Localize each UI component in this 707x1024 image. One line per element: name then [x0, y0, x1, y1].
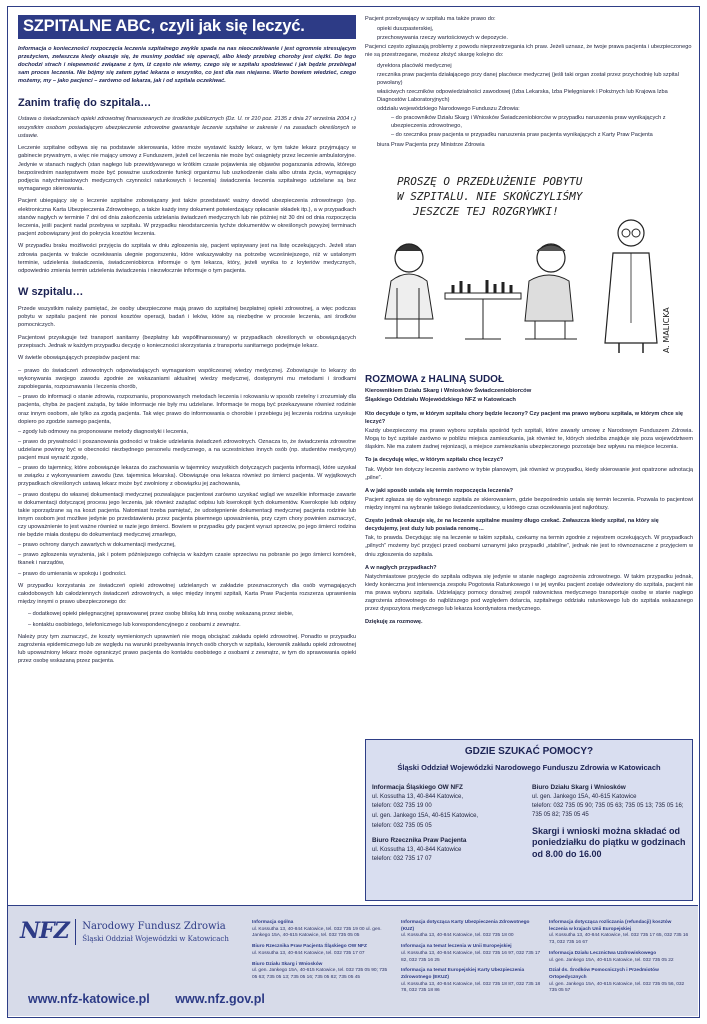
list-item: właściwych rzeczników odpowiedzialności zawodowej (Izba Lekarska, Izba Pielęgniarek i Położnych lub Krajowa Izba Diagnostów Laboratoryjnych)	[377, 88, 668, 103]
footer-contact-heading: Biuro Działu Skarg i Wniosków	[252, 961, 323, 967]
footer-contact	[252, 944, 392, 957]
list-item: – kontaktu osobistego, telefonicznego lub korespondencyjnego z osobami z zewnątrz.	[28, 621, 241, 628]
nfz-logo-mark: NFZ	[20, 918, 69, 944]
logo-text-line: Śląski Oddział Wojewódzki w Katowicach	[82, 935, 229, 944]
help-heading: Informacja Śląskiego OW NFZ	[372, 784, 463, 792]
section-heading-before-hospital: Zanim trafię do szpitala…	[18, 96, 152, 109]
footer-contact	[549, 968, 691, 995]
footer-contact	[401, 968, 541, 995]
extra-rights-list	[18, 610, 356, 628]
footer-links	[28, 990, 287, 1008]
footer-contact	[252, 920, 392, 940]
interview-thanks: Dziękuję za rozmowę.	[365, 619, 423, 626]
help-heading: Biuro Rzecznika Praw Pacjenta	[372, 837, 467, 845]
footer-contact-text: ul. gen. Jankego 15A, 40-615 Katowice, tel. 032 735 05 56, 032 735 05 57	[549, 981, 685, 994]
help-line: ul. gen. Jankego 15A, 40-615 Katowice,	[372, 813, 479, 820]
interview-answer: Tak. Wybór ten dotyczy leczenia zarówno w trybie planowym, jak również w przypadku, kiedy skierowanie jest opatrzone adnotacją „pilne”.	[365, 466, 693, 481]
help-line: telefon: 032 735 17 07	[372, 856, 432, 863]
section-heading-in-hospital: W szpitalu…	[18, 285, 84, 298]
patient-rights-list	[18, 367, 356, 578]
footer-contact-text: ul. Kossutha 13, 40-844 Katowice, tel. 032 735 16 97, 032 735 17 82, 032 735 16 25	[401, 950, 541, 963]
paragraph: Leczenie szpitalne odbywa się na podstawie skierowania, które może wystawić każdy lekarz, w tym także lekarz przyjmujący w gabinecie prywatnym, a więc nie mający umowy z Funduszem, jeżeli cel leczenia nie może być osiągnięty przez leczenie ambulatoryjne. Jedynie w stanach nagłych (stan nagłego lub przewidywanego w krótkim czasie pojawienia się objawów pogarszania zdrowia, którego bezpośrednim następstwem może być poważne uszkodzenie funkcji organizmu lub uszkodzenie ciała albo utrata życia, wymagający podjęcia natychmiastowych medycznych czynności ratunkowych i leczenia) świadczenia leczenia szpitalnego udzielane są bez wymaganego skierowania.	[18, 145, 356, 192]
interview-subtitle-line: Śląskiego Oddziału Wojewódzkiego NFZ w Katowicach	[365, 396, 516, 403]
help-line: ul. Kossutha 13, 40-844 Katowice,	[372, 793, 464, 800]
complaint-list	[365, 62, 693, 149]
footer-contact-heading: Dział ds. Środków Pomocniczych i Przedmiotów Ortopedycznych	[549, 968, 659, 980]
help-contacts-left	[372, 783, 526, 865]
list-item: – prawo do świadczeń zdrowotnych odpowiadających wymaganiom współczesnej wiedzy medycznej. Zobowiązuje to lekarzy do wykonywania swojego zawodu zgodnie ze wskazaniami aktualnej wiedzy medycznej, dostępnymi mu metodami i środkami zapobiegania, rozpoznawania i leczenia chorób,	[18, 368, 356, 391]
list-item: opieki duszpasterskiej,	[377, 26, 434, 33]
document-page	[7, 6, 700, 1018]
footer-contact-heading: Informacja ogólna	[252, 920, 294, 925]
interview-question: Kto decyduje o tym, w którym szpitalu chory będzie leczony? Czy pacjent ma prawo wyboru szpitala, w którym chce się leczyć?	[365, 410, 683, 426]
interview-answer: Tak, to prawda. Decydując się na leczenie w takim szpitalu, czekamy na termin zgodnie z rejestrem oczekujących. W przypadkach „pilnych” możemy być przyjęci przed osobami uznanymi jako przypadki „stabilne”, jednak nie jest to równoznaczne z przyjęciem w dniu zgłoszenia do szpitala.	[365, 535, 693, 558]
interview-subtitle	[365, 387, 693, 404]
footer-contact-text: ul. Kossutha 13, 40-844 Katowice, tel. 032 735 17 65, 032 735 16 73, 032 735 16 67	[549, 933, 689, 946]
logo-text-line: Narodowy Fundusz Zdrowia	[82, 920, 226, 932]
cartoon-illustration	[369, 163, 689, 363]
list-item: – prawo dostępu do własnej dokumentacji medycznej pozwalające pacjentowi zarówno uzyskać wgląd we wszelkie informacje zawarte w dokumentacji dotyczącej procesu jego leczenia, jak również zażądać odpisu lub kserokopii tych dokumentów. Kserokopie lub odpisy takie sporządzane są na koszt pacjenta. Natomiast trzeba pamiętać, że udostępnienie dokumentacji medycznej pacjenta rodzinie lub innym osobom jest możliwe jedynie po przedstawieniu przez pacjenta pisemnego upoważnienia, przy czym chory powinien zaznaczyć, czy upoważnienie to jest ważne również w razie jego śmierci. Bowiem w przypadku gdy pacjent wyrazi sprzeciw, po jego śmierci rodzina nie będzie miała dostępu do dokumentacji medycznej zmarłego,	[18, 491, 356, 539]
help-hours: Skargi i wnioski można składać od poniedziałku do piątku w godzinach od 8.00 do 16.00	[532, 825, 686, 860]
list-item: – prawo ochrony danych zawartych w dokumentacji medycznej,	[18, 542, 176, 549]
footer-contact	[401, 920, 541, 940]
nfz-logo	[20, 916, 229, 948]
paragraph: W świetle obowiązujących przepisów pacjent ma:	[18, 355, 141, 362]
footer	[8, 905, 698, 1016]
help-line: telefon: 032 735 19 00	[372, 803, 432, 810]
footer-contact-text: ul. Kossutha 13, 40-844 Katowice, tel. 032 735 18 00	[401, 933, 514, 939]
list-item: – prawo zgłoszenia wyrażenia, jak i potem późniejszego cofnięcia w każdym czasie sprzeciwu na pobranie po jego śmierci komórek, tkanek i narządów,	[18, 552, 356, 567]
footer-contacts-column	[549, 920, 691, 999]
left-column	[18, 15, 356, 905]
footer-contact-heading: Informacja Działu Lecznictwa Uzdrowiskowego	[549, 950, 657, 956]
footer-contact-text: ul. gen. Jankego 15A, 40-615 Katowice, tel. 032 735 05 22	[549, 957, 674, 963]
interview-answer: Natychmiastowe przyjęcie do szpitala odbywa się jedynie w stanie nagłego zagrożenia zdrowotnego. W takim przypadku jednak, kiedy konieczna jest interwencja zespołu Pogotowia Ratunkowego i w jej wyniku pacjent zostaje odwieziony do szpitala, pacjent nie ma prawa wyboru szpitala. Udzielający pomocy doraźnej zespół ratownictwa medycznego transportuje osobę w stanie nagłego zagrożenia zdrowotnego do najbliższego pod względem dotarcia, szpitalnego oddziału ratunkowego lub do szpitala wskazanego przez dyspozytora medycznego lub lekarza koordynatora medycznego.	[365, 573, 693, 613]
footer-contact-text: ul. gen. Jankego 15A, 40-615 Katowice, tel. 032 735 05 90; 735 05 63; 735 05 13; 735 05 16; 735 05 82; 735 05 45	[252, 968, 388, 980]
lead-paragraph: Informacja o konieczności rozpoczęcia leczenia szpitalnego zwykle spada na nas nieoczekiwanie i jest ogromnie stresującym przeżyciem, zwłaszcza kiedy okazuje się, że musimy poddać się operacji, albo kiedy przebieg choroby jest ciężki. Do tego dochodzi strach i niepewność związane z tym, iż często nie wiemy, czego się w szpitalu spodziewać i jak będzie przebiegał sam proces leczenia. Nie bójmy się zatem pytać lekarza o wszystko, co jest dla nas niejasne. Warto bowiem wiedzieć, czego możemy, my – jako pacjenci – zarówno od lekarza, jak i od szpitala oczekiwać.	[18, 45, 356, 85]
hospital-rights-list	[365, 25, 693, 42]
interview-question: A w nagłych przypadkach?	[365, 564, 437, 571]
footer-contact-text: ul. Kossutha 13, 40-844 Katowice, tel. 032 735 18 87, 032 735 18 78, 032 735 18 86	[401, 981, 541, 994]
footer-contact-text: ul. Kossutha 13, 40-844 Katowice, tel. 032 735 19 00 ul. gen. Jankego 15A, 40-615 Katowice, tel. 032 735 05 05	[252, 926, 382, 939]
cartoon-signature: A. MALICKA	[662, 306, 671, 353]
interview-title: ROZMOWA z HALINĄ SUDOŁ	[365, 373, 505, 385]
interview-question: Często jednak okazuje się, że na leczenie szpitalne musimy długo czekać. Zwłaszcza kiedy szpital, na który się decydujemy, jest duży lub posiada renomę…	[365, 518, 659, 533]
footer-contact-text: ul. Kossutha 13, 40-844 Katowice, tel. 032 735 17 07	[252, 950, 365, 956]
list-item: – dodatkowej opieki pielęgnacyjnej sprawowanej przez osobę bliską lub inną osobę wskazaną przez siebie,	[28, 611, 294, 618]
paragraph: Pacjent przebywający w szpitalu ma także prawo do:	[365, 16, 496, 22]
footer-contact	[549, 951, 691, 964]
logo-text	[82, 920, 229, 945]
paragraph: Pacjenci często zgłaszają problemy z powodu nieprzestrzegania ich praw. Jeżeli uznasz, że twoje prawa pacjenta i ubezpieczonego nie są przestrzegane, możesz złożyć skargę kolejno do:	[365, 44, 692, 59]
footer-contact	[252, 962, 392, 982]
paragraph: Pacjentowi przysługuje też transport sanitarny (bezpłatny lub współfinansowany) w przypadkach określonych w obowiązujących przepisach. Jednak w każdym przypadku decyzję o konieczności skorzystania z transportu sanitarnego podejmuje lekarz.	[18, 334, 356, 349]
list-item: – prawo do umierania w spokoju i godności.	[18, 570, 127, 577]
help-line: telefon: 032 735 05 05	[372, 822, 432, 829]
help-subtitle: Śląski Oddział Wojewódzki Narodowego Funduszu Zdrowia w Katowicach	[397, 762, 661, 772]
footer-contact-heading: Informacja dotycząca Karty Ubezpieczenia Zdrowotnego (KUZ)	[401, 920, 530, 932]
cartoon-caption-line: PROSZĘ O PRZEDŁUŻENIE POBYTU	[397, 174, 583, 188]
interview-question: A w jaki sposób ustala się termin rozpoczęcia leczenia?	[365, 487, 514, 494]
interview-answer: Pacjent zgłasza się do wybranego szpitala ze skierowaniem, gdzie bezpośrednio ustala się termin leczenia. Pozwala to pacjentowi między innymi na wybranie takiego świadczeniodawcy, u którego czas oczekiwania jest najkrótszy.	[365, 496, 693, 512]
help-line: telefon: 032 735 05 90; 735 05 63; 735 05 13; 735 05 16; 735 05 82; 735 05 45	[532, 803, 684, 819]
help-title: GDZIE SZUKAĆ POMOCY?	[464, 746, 594, 757]
website-link-national[interactable]: www.nfz.gov.pl	[175, 992, 265, 1006]
help-contacts-right	[532, 783, 686, 865]
footer-contacts-column	[401, 920, 541, 999]
list-item: przechowywania rzeczy wartościowych w depozycie.	[377, 35, 508, 42]
paragraph: Pacjent ubiegający się o leczenie szpitalne zobowiązany jest także przedstawić ważny dowód ubezpieczenia zdrowotnego (np. elektroniczna Karta Ubezpieczenia Zdrowotnego, a także każdy inny dokument potwierdzający opłacanie składek itp.), a w przypadkach stanów nagłych w terminie 7 dni od dnia zakończenia udzielania świadczeń medycznych lub nie później niż 30 dni od dnia rozpoczęcia leczenia, jeśli pacjent nadal przebywa w szpitalu. W przypadku nieodstarczenia tychże dokumentów w określonych powyżej terminach pacjent zobowiązany jest do pokrycia kosztów leczenia.	[18, 198, 356, 237]
list-item: dyrektora placówki medycznej	[377, 62, 452, 69]
list-item: biura Praw Pacjenta przy Ministrze Zdrowia	[377, 141, 485, 148]
cartoon-drawing	[369, 163, 689, 363]
list-item: – zgody lub odmowy na proponowane metody diagnostyki i leczenia,	[18, 428, 189, 435]
footer-contacts-column	[252, 920, 392, 986]
footer-contact-heading: Biuro Rzecznika Praw Pacjenta Śląskiego OW NFZ	[252, 944, 367, 950]
cartoon-caption-line: W SZPITALU. NIE SKOŃCZYLIŚMY	[397, 189, 583, 203]
help-box	[365, 739, 693, 901]
interview-subtitle-line: Kierownikiem Działu Skarg i Wniosków Świadczeniobiorców	[365, 388, 532, 395]
help-heading: Biuro Działu Skarg i Wniosków	[532, 784, 626, 792]
interview-answer: Każdy ubezpieczony ma prawo wyboru szpitala spośród tych szpitali, które zawarły umowę z Narodowym Funduszem Zdrowia. Mogą to być szpitale zarówno w pobliżu miejsca zamieszkania, jak również te, których siedziba znajduje się poza województwem śląskim. Nie ma zatem żadnej rejonizacji, a miejsce zamieszkania ubezpieczonego pozostaje bez wpływu na miejsce leczenia.	[365, 428, 693, 451]
list-item: – prawo do prywatności i poszanowania godności w trakcie udzielania świadczeń zdrowotnych. Oznacza to, że świadczenia zdrowotne udzielane powinny być w obecności niezbędnego personelu medycznego, a na uczestnictwo innych osób (np. studentów medycyny) pacjent musi wyrazić zgodę,	[18, 438, 356, 462]
paragraph: Należy przy tym zaznaczyć, że koszty wymienionych uprawnień nie mogą obciążać zakładu opieki zdrowotnej. Ponadto w przypadku zagrożenia epidemicznego lub ze względu na warunki przebywania innych osób chorych w szpitalu, kierownik zakładu opieki zdrowotnej lub upoważniony lekarz może ograniczyć prawo pacjenta do kontaktu osobistego z osobami z zewnątrz, w tym do sprawowania opieki przez osobę wskazaną przez pacjenta.	[18, 633, 356, 665]
website-link-regional[interactable]: www.nfz-katowice.pl	[28, 992, 150, 1006]
help-columns	[366, 773, 692, 865]
paragraph: W przypadku braku możliwości przyjęcia do szpitala w dniu zgłoszenia się, pacjent wpisywany jest na listę oczekujących. Jeżeli stan zdrowia pacjenta w trakcie oczekiwania ulegnie pogorszeniu, które wskazywałoby na potrzebę wcześniejszego, niż w ustalonym terminie, udzielenia świadczenia, świadczeniobiorca informuje o tym lekarza, który, jeżeli wynika to z kryteriów medycznych, odpowiednio zmienia termin udzielenia świadczenia i niezwłocznie informuje o tym pacjenta.	[18, 243, 356, 274]
paragraph: Przede wszystkim należy pamiętać, że osoby ubezpieczone mają prawo do szpitalnej bezpłatnej opieki zdrowotnej, a więc podczas pobytu w szpitalu pacjent nie ponosi kosztów operacji, badań i leków, które są niezbędne w procesie leczenia, ani środków pomocniczych.	[18, 305, 356, 329]
cartoon-caption-line: JESZCZE TEJ ROZGRYWKI!	[413, 204, 559, 218]
footer-contact-heading: Informacja na temat Europejskiej Karty Ubezpieczenia Zdrowotnego (EKUZ)	[401, 968, 525, 980]
interview-question: To ja decyduję więc, w którym szpitalu chcę leczyć?	[365, 457, 504, 464]
help-line: ul. gen. Jankego 15A, 40-615 Katowice	[532, 793, 637, 800]
list-item: – prawo do informacji o stanie zdrowia, rozpoznaniu, proponowanych metodach leczenia i rokowaniu w sposób rzetelny i zrozumiały dla pacjenta, chyba że pacjent zażąda, by takie informacje nie były mu udzielane. Informacje te mogą być przekazywane również rodzinie oraz innym osobom, ale tylko za zgodą pacjenta. Tak więc prawo do informowania o chorobie i przebiegu jej leczenia rodzina uzyskuje dopiero po zgodzie samego pacjenta,	[18, 394, 356, 425]
paragraph: W przypadku korzystania ze świadczeń opieki zdrowotnej udzielanych w zakładzie przeznaczonych dla osób wymagających całodobowych lub całodziennych świadczeń zdrowotnych, a więc między innymi szpitali, Karta Praw Pacjenta rozszerza uprawnienia między innymi o prawo ubezpieczonego do:	[18, 582, 356, 605]
logo-divider	[75, 919, 77, 945]
list-item: rzecznika praw pacjenta działającego przy danej placówce medycznej (jeśli taki organ został przez przychodnię lub szpital powołany)	[377, 71, 679, 86]
list-item: – do rzecznika praw pacjenta w przypadku naruszenia praw pacjenta wynikających z Karty Praw Pacjenta	[391, 132, 653, 139]
list-item: oddziału wojewódzkiego Narodowego Funduszu Zdrowia:	[377, 106, 520, 113]
list-item: – do pracowników Działu Skarg i Wniosków Świadczeniobiorców w przypadku naruszenia praw wynikających z ubezpieczenia zdrowotnego,	[391, 115, 666, 130]
footer-contact	[549, 920, 691, 947]
help-line: ul. Kossutha 13, 40-844 Katowice	[372, 846, 462, 853]
page-title: SZPITALNE ABC, czyli jak się leczyć.	[18, 15, 356, 39]
paragraph: Ustawa o świadczeniach opieki zdrowotnej finansowanych ze środków publicznych (Dz. U. nr 210 poz. 2135 z dnia 27 września 2004 r.) wszystkim osobom posiadającym ubezpieczenie zdrowotne gwarantuje leczenie szpitalne w zakresie i na zasadach określonych w ustawie.	[18, 116, 356, 139]
footer-contact	[401, 944, 541, 964]
list-item: – prawo do tajemnicy, które zobowiązuje lekarza do zachowania w tajemnicy wszystkich dotyczących pacjenta informacji, które uzyskał w związku z wykonywaniem zawodu (tzw. tajemnica lekarska). Obowiązuje ona lekarza również po śmierci pacjenta. W wyjątkowych przypadkach określonych ustawą lekarz może być zwolniony z obowiązku jej zachowania,	[18, 465, 356, 488]
footer-contact-heading: Informacja dotycząca rozliczania (refundacji) kosztów leczenia w krajach Unii Europejskiej	[549, 920, 672, 932]
footer-contact-heading: Informacja na temat leczenia w Unii Europejskiej	[401, 944, 512, 950]
